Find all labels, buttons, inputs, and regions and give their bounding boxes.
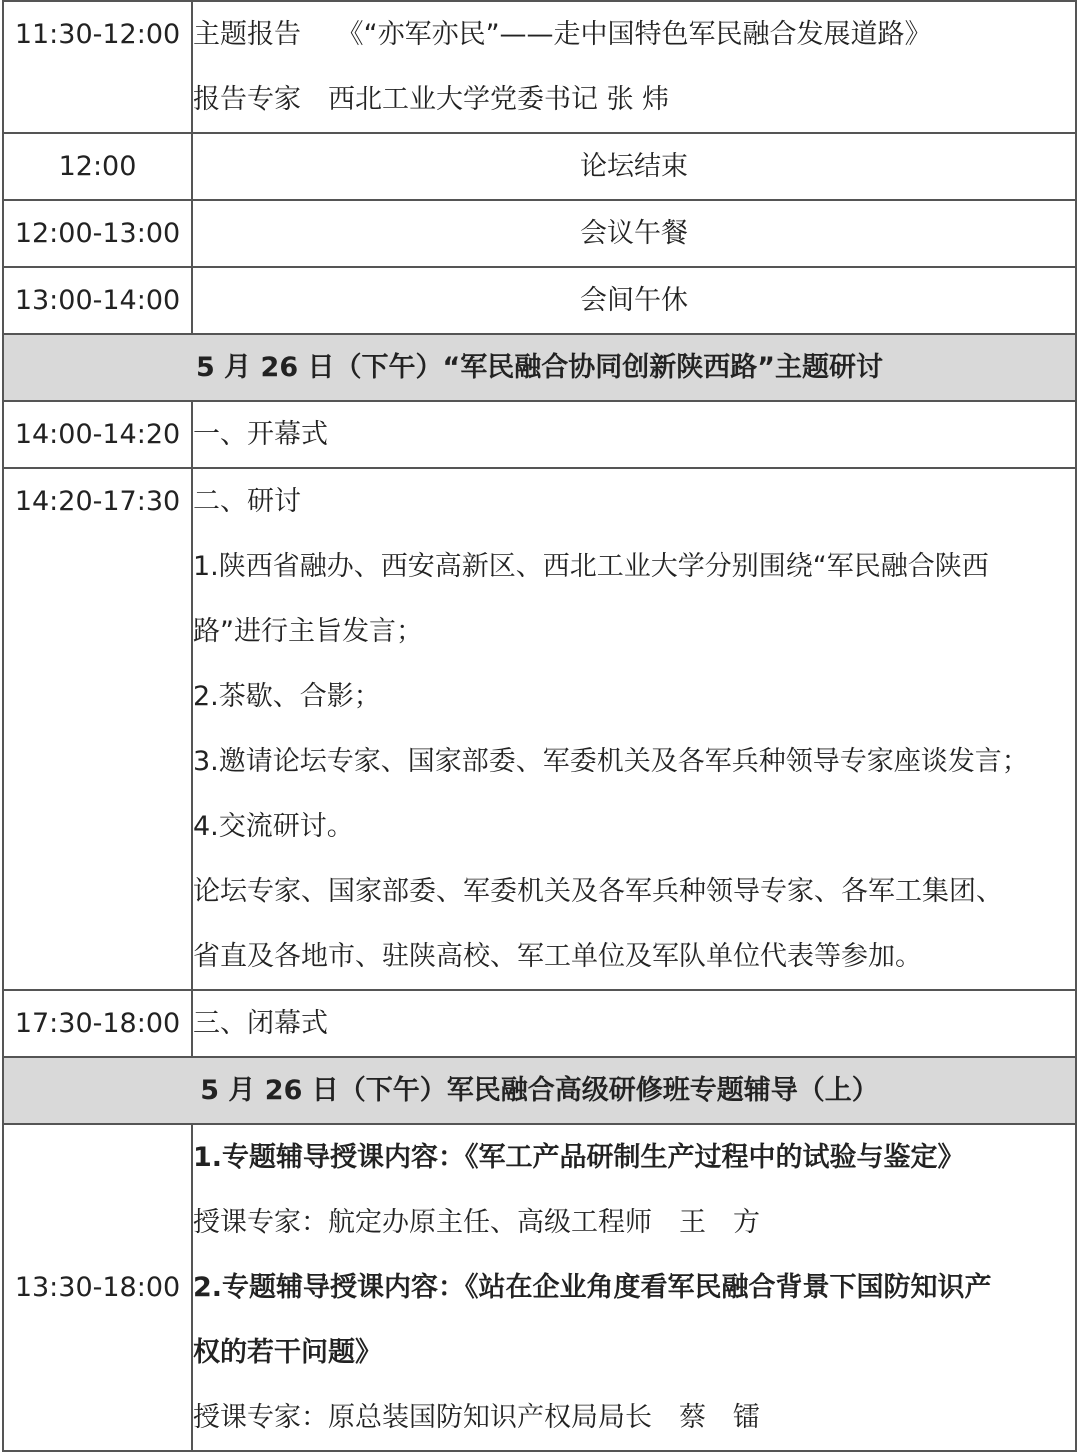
agenda-table: [2, 0, 1077, 1452]
time-text: 12:00: [58, 151, 137, 182]
time-cell: [3, 200, 192, 267]
opening-text: 一、开幕式: [193, 419, 328, 450]
content-cell: [192, 990, 1076, 1057]
time-text: 11:30-12:00: [14, 19, 181, 50]
section-header: 5 月 26 日（下午）“军民融合协同创新陕西路”主题研讨: [3, 334, 1076, 401]
tutorial-expert-line: 授课专家：原总装国防知识产权局局长 蔡 镭: [193, 1402, 760, 1433]
time-text: 13:30-18:00: [14, 1272, 181, 1303]
time-text: 13:00-14:00: [14, 285, 181, 316]
table-row: [3, 468, 1076, 990]
time-text: 14:20-17:30: [14, 486, 181, 517]
seminar-line: 2.茶歇、合影；: [193, 681, 381, 712]
time-cell: [3, 1124, 192, 1451]
seminar-line: 3.邀请论坛专家、国家部委、军委机关及各军兵种领导专家座谈发言；: [193, 746, 1029, 777]
time-text: 12:00-13:00: [14, 218, 181, 249]
time-cell: [3, 401, 192, 468]
time-cell: [3, 133, 192, 200]
content-cell: [192, 1, 1076, 133]
time-text: 14:00-14:20: [14, 419, 181, 450]
time-cell: [3, 1, 192, 133]
report-speaker-line: 报告专家 西北工业大学党委书记 张 炜: [193, 84, 670, 115]
seminar-line: 路”进行主旨发言；: [193, 616, 423, 647]
closing-text: 三、闭幕式: [193, 1008, 328, 1039]
tutorial-topic-line: 权的若干问题》: [193, 1337, 382, 1368]
time-cell: [3, 990, 192, 1057]
lunch-text: 会议午餐: [580, 218, 688, 249]
seminar-line: 1.陕西省融办、西安高新区、西北工业大学分别围绕“军民融合陕西: [193, 551, 989, 582]
table-row: [3, 990, 1076, 1057]
tutorial-expert-line: 授课专家：航定办原主任、高级工程师 王 方: [193, 1207, 760, 1238]
table-row: [3, 1124, 1076, 1451]
tutorial-topic-line: 2.专题辅导授课内容：《站在企业角度看军民融合背景下国防知识产: [193, 1272, 992, 1303]
time-cell: [3, 267, 192, 334]
section-header: 5 月 26 日（下午）军民融合高级研修班专题辅导（上）: [3, 1057, 1076, 1124]
tutorial-topic-line: 1.专题辅导授课内容：《军工产品研制生产过程中的试验与鉴定》: [193, 1142, 965, 1173]
table-row: [3, 133, 1076, 200]
time-cell: [3, 468, 192, 990]
section-header-row: [3, 334, 1076, 401]
seminar-line: 4.交流研讨。: [193, 811, 354, 842]
content-cell: [192, 1124, 1076, 1451]
content-cell: [192, 401, 1076, 468]
forum-end-text: 论坛结束: [580, 151, 688, 182]
seminar-line: 省直及各地市、驻陕高校、军工单位及军队单位代表等参加。: [193, 941, 922, 972]
report-title-line: 主题报告 《“亦军亦民”——走中国特色军民融合发展道路》: [193, 19, 932, 50]
content-cell: [192, 267, 1076, 334]
table-row: [3, 200, 1076, 267]
rest-text: 会间午休: [580, 285, 688, 316]
seminar-line: 论坛专家、国家部委、军委机关及各军兵种领导专家、各军工集团、: [193, 876, 1003, 907]
time-text: 17:30-18:00: [14, 1008, 181, 1039]
seminar-line: 二、研讨: [193, 486, 301, 517]
table-row: [3, 401, 1076, 468]
table-row: [3, 1, 1076, 133]
table-row: [3, 267, 1076, 334]
content-cell: [192, 468, 1076, 990]
content-cell: [192, 133, 1076, 200]
section-header-row: [3, 1057, 1076, 1124]
content-cell: [192, 200, 1076, 267]
